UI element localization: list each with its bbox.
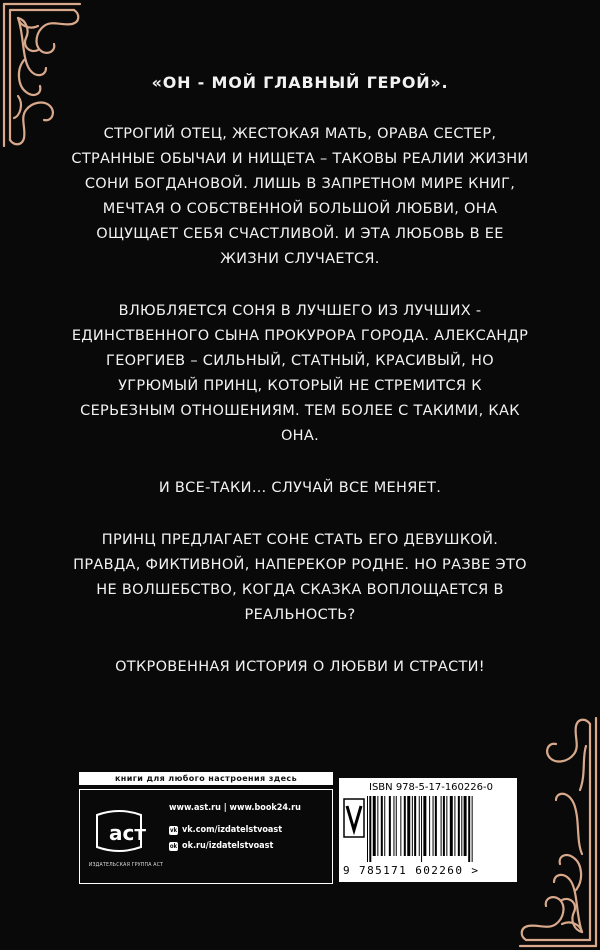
- blurb-paragraph-4: ПРИНЦ ПРЕДЛАГАЕТ СОНЕ СТАТЬ ЕГО ДЕВУШКОЙ. ПРАВДА, ФИКТИВНОЙ, НАПЕРЕКОР РОДНЕ. НО РАЗВЕ ЭТО НЕ ВОЛШЕБСТВО, КОГДА СКАЗКА ВОПЛОЩАЕТСЯ В РЕАЛЬНОСТЬ?: [73, 532, 527, 623]
- vk-icon: vk: [169, 826, 178, 834]
- web-links[interactable]: www.ast.ru | www.book24.ru: [169, 803, 301, 813]
- ok-icon: ok: [169, 842, 178, 850]
- blurb-paragraph-3: И ВСЕ-ТАКИ… СЛУЧАЙ ВСЕ МЕНЯЕТ.: [158, 480, 442, 496]
- blurb-text: [70, 70, 530, 707]
- barcode-digits: 9 785171 602260 >: [343, 864, 480, 877]
- blurb-paragraph-5: ОТКРОВЕННАЯ ИСТОРИЯ О ЛЮБВИ И СТРАСТИ!: [115, 659, 485, 675]
- publisher-footer: [79, 772, 517, 886]
- ok-link-row[interactable]: [169, 838, 329, 854]
- publisher-caption: ИЗДАТЕЛЬСКАЯ ГРУППА АСТ: [88, 862, 164, 868]
- tagline: книги для любого настроения здесь: [79, 772, 333, 785]
- v-mark-icon: [343, 798, 365, 838]
- bottom-right-ornament-icon: [514, 714, 600, 950]
- ast-logo-text: аст: [109, 821, 146, 845]
- vk-link-row[interactable]: [169, 822, 329, 838]
- barcode-bars-icon: [365, 796, 511, 862]
- publisher-links: [169, 800, 329, 854]
- isbn-barcode: [339, 778, 517, 882]
- blurb-quote: «ОН - МОЙ ГЛАВНЫЙ ГЕРОЙ».: [151, 73, 449, 92]
- blurb-paragraph-1: СТРОГИЙ ОТЕЦ, ЖЕСТОКАЯ МАТЬ, ОРАВА СЕСТЕР, СТРАННЫЕ ОБЫЧАИ И НИЩЕТА – ТАКОВЫ РЕАЛИИ ЖИЗНИ СОНИ БОГДАНОВОЙ. ЛИШЬ В ЗАПРЕТНОМ МИРЕ КНИГ, МЕЧТАЯ О СОБСТВЕННОЙ БОЛЬШОЙ ЛЮБВИ, ОНА ОЩУЩАЕТ СЕБЯ СЧАСТЛИВОЙ. И ЭТА ЛЮБОВЬ В ЕЕ ЖИЗНИ СЛУЧАЕТСЯ.: [71, 126, 529, 267]
- isbn-number: ISBN 978-5-17-160226-0: [369, 782, 493, 793]
- publisher-info-panel: [79, 789, 333, 884]
- ok-link[interactable]: ok.ru/izdatelstvoast: [182, 841, 274, 851]
- blurb-paragraph-2: ВЛЮБЛЯЕТСЯ СОНЯ В ЛУЧШЕГО ИЗ ЛУЧШИХ - ЕДИНСТВЕННОГО СЫНА ПРОКУРОРА ГОРОДА. АЛЕКСАНДР ГЕОРГИЕВ – СИЛЬНЫЙ, СТАТНЫЙ, КРАСИВЫЙ, НО УГРЮМЫЙ ПРИНЦ, КОТОРЫЙ НЕ СТРЕМИТСЯ К СЕРЬЕЗНЫМ ОТНОШЕНИЯМ. ТЕМ БОЛЕЕ С ТАКИМИ, КАК ОНА.: [71, 303, 529, 444]
- ast-logo-icon: [91, 809, 147, 853]
- vk-link[interactable]: vk.com/izdatelstvoast: [182, 825, 283, 835]
